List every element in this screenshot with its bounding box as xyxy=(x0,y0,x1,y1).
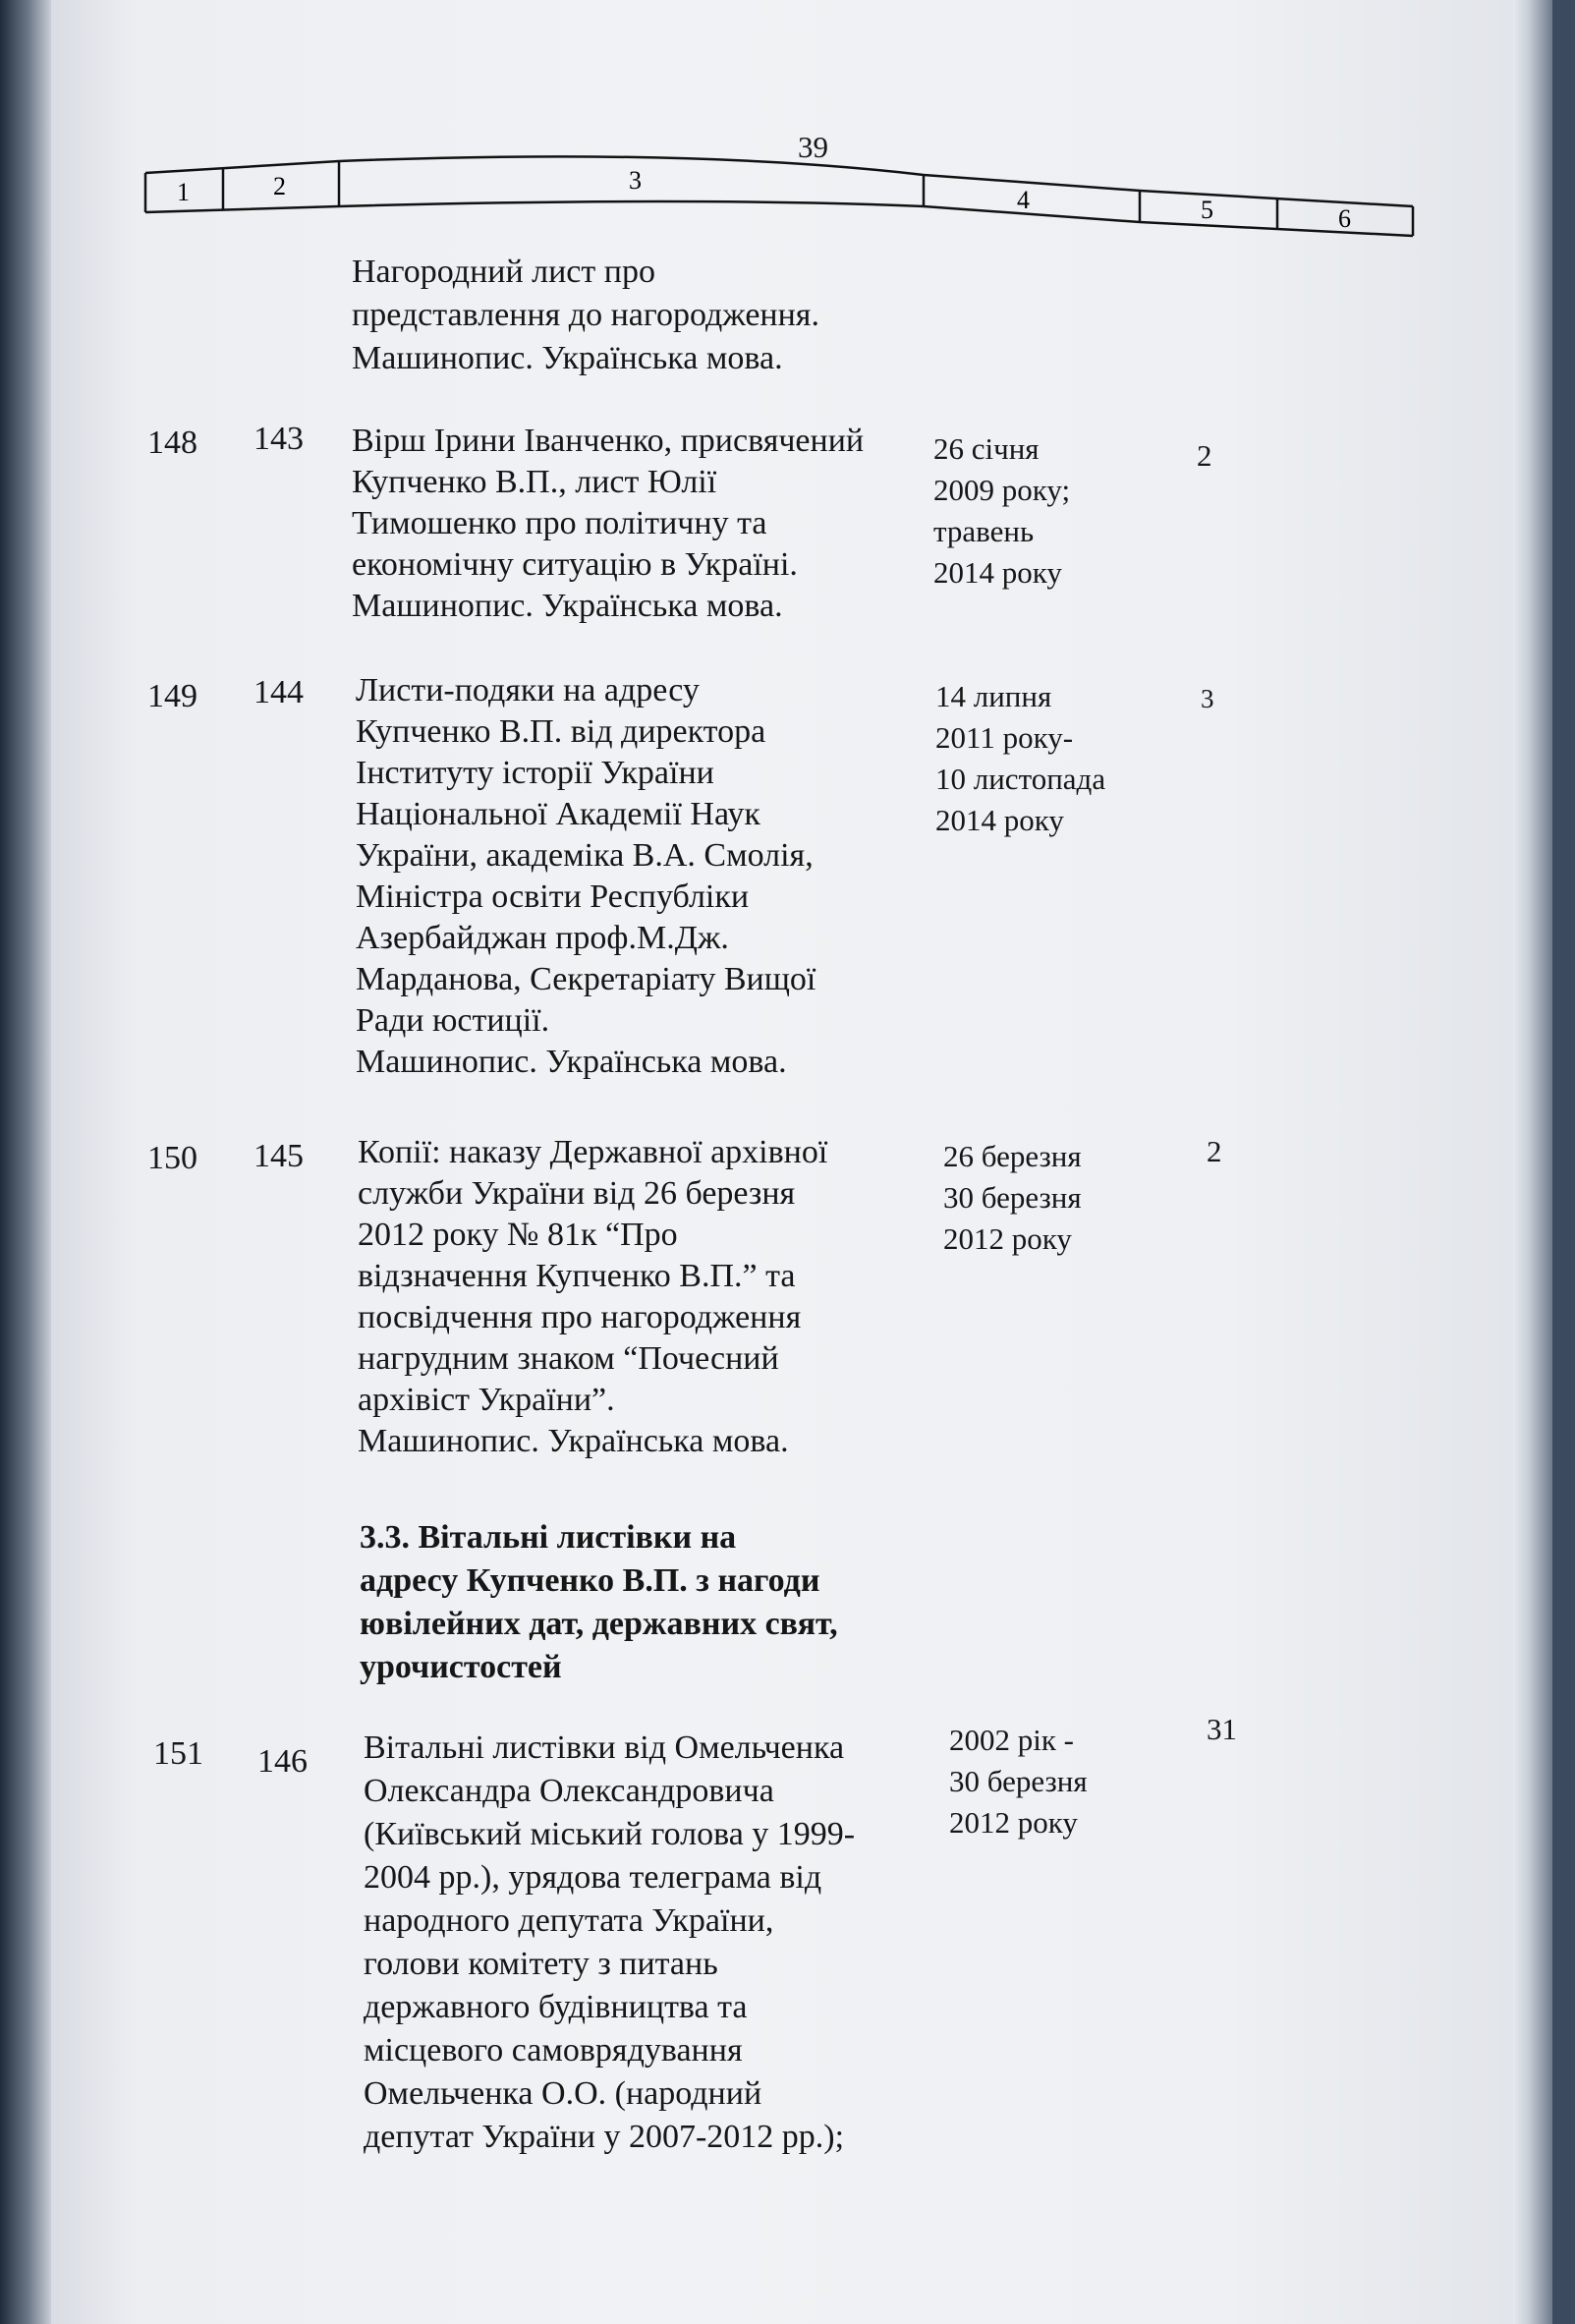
sheet-count: 31 xyxy=(1207,1712,1237,1746)
case-number: 146 xyxy=(257,1743,308,1780)
text-line: Нагородний лист про xyxy=(352,254,655,290)
text-line: місцевого самоврядування xyxy=(364,2032,743,2069)
text-line: Інституту історії України xyxy=(356,755,714,791)
text-line: нагрудним знаком “Почесний xyxy=(358,1340,779,1377)
sheet-count: 3 xyxy=(1201,684,1214,713)
date-line: 26 січня xyxy=(933,431,1040,466)
heading-line: 3.3. Вітальні листівки на xyxy=(360,1519,737,1556)
text-line: Вірш Ірини Іванченко, присвячений xyxy=(352,423,865,459)
row-number: 149 xyxy=(147,678,197,714)
row-number: 148 xyxy=(147,425,197,461)
text-line: 2004 рр.), урядова телеграма від xyxy=(364,1859,822,1896)
text-line: Олександра Олександровича xyxy=(364,1773,774,1809)
page-edge xyxy=(1513,0,1552,2324)
text-line: голови комітету з питань xyxy=(364,1946,718,1982)
sheet-count: 2 xyxy=(1197,438,1212,473)
text-line: Ради юстиції. xyxy=(356,1002,550,1039)
column-header-4: 4 xyxy=(1017,186,1030,214)
text-line: Листи-подяки на адресу xyxy=(356,672,700,709)
case-number: 144 xyxy=(253,674,304,710)
text-line: 2012 року № 81к “Про xyxy=(358,1217,678,1253)
column-header-1: 1 xyxy=(177,178,190,206)
book-spine xyxy=(0,0,51,2324)
text-line: державного будівництва та xyxy=(364,1989,748,2025)
date-line: 26 березня xyxy=(943,1139,1082,1173)
text-line: Купченко В.П. від директора xyxy=(356,713,766,750)
text-line: економічну ситуацію в Україні. xyxy=(352,546,798,583)
date-line: 10 листопада xyxy=(935,762,1106,796)
text-line: України, академіка В.А. Смолія, xyxy=(356,837,814,874)
text-line: Омельченка О.О. (народний xyxy=(364,2075,762,2112)
case-number: 145 xyxy=(253,1138,304,1174)
case-number: 143 xyxy=(253,421,304,457)
date-line: травень xyxy=(933,514,1035,548)
text-line: Машинопис. Українська мова. xyxy=(352,340,783,376)
page-number: 39 xyxy=(798,130,828,164)
text-line: (Київський міський голова у 1999- xyxy=(364,1816,856,1852)
sheet-count: 2 xyxy=(1207,1134,1222,1168)
text-line: посвідчення про нагородження xyxy=(358,1299,802,1335)
text-line: Тимошенко про політичну та xyxy=(352,505,767,541)
column-header-2: 2 xyxy=(273,172,286,200)
text-line: народного депутата України, xyxy=(364,1902,774,1939)
text-line: Марданова, Секретаріату Вищої xyxy=(356,961,816,997)
date-line: 2012 року xyxy=(949,1805,1078,1840)
text-line: відзначення Купченко В.П.” та xyxy=(358,1258,796,1294)
row-number: 151 xyxy=(153,1735,203,1772)
column-header-3: 3 xyxy=(629,166,642,195)
text-line: представлення до нагородження. xyxy=(352,297,819,333)
date-line: 30 березня xyxy=(943,1180,1082,1215)
text-line: Машинопис. Українська мова. xyxy=(352,588,783,624)
text-line: Національної Академії Наук xyxy=(356,796,760,832)
column-header-5: 5 xyxy=(1201,196,1213,224)
text-line: Вітальні листівки від Омельченка xyxy=(364,1729,845,1766)
date-line: 14 липня xyxy=(935,679,1052,713)
column-header-row xyxy=(0,0,1575,255)
text-line: депутат України у 2007-2012 рр.); xyxy=(364,2119,845,2155)
date-line: 2002 рік - xyxy=(949,1723,1074,1757)
date-line: 2011 року- xyxy=(935,720,1074,755)
heading-line: адресу Купченко В.П. з нагоди xyxy=(360,1562,820,1599)
text-line: Азербайджан проф.М.Дж. xyxy=(356,920,729,956)
row-number: 150 xyxy=(147,1140,197,1176)
text-line: Копії: наказу Державної архівної xyxy=(358,1134,828,1170)
date-line: 2012 року xyxy=(943,1221,1072,1256)
text-line: архівіст України”. xyxy=(358,1382,615,1418)
text-line: Машинопис. Українська мова. xyxy=(356,1044,787,1080)
text-line: Купченко В.П., лист Юлії xyxy=(352,464,717,500)
column-header-6: 6 xyxy=(1338,204,1351,233)
text-line: служби України від 26 березня xyxy=(358,1175,796,1212)
date-line: 2014 року xyxy=(935,803,1064,837)
date-line: 30 березня xyxy=(949,1764,1088,1798)
text-line: Машинопис. Українська мова. xyxy=(358,1423,789,1459)
date-line: 2014 року xyxy=(933,555,1062,590)
heading-line: урочистостей xyxy=(360,1649,562,1685)
heading-line: ювілейних дат, державних свят, xyxy=(360,1606,838,1642)
date-line: 2009 року; xyxy=(933,473,1071,507)
text-line: Міністра освіти Республіки xyxy=(356,879,750,915)
